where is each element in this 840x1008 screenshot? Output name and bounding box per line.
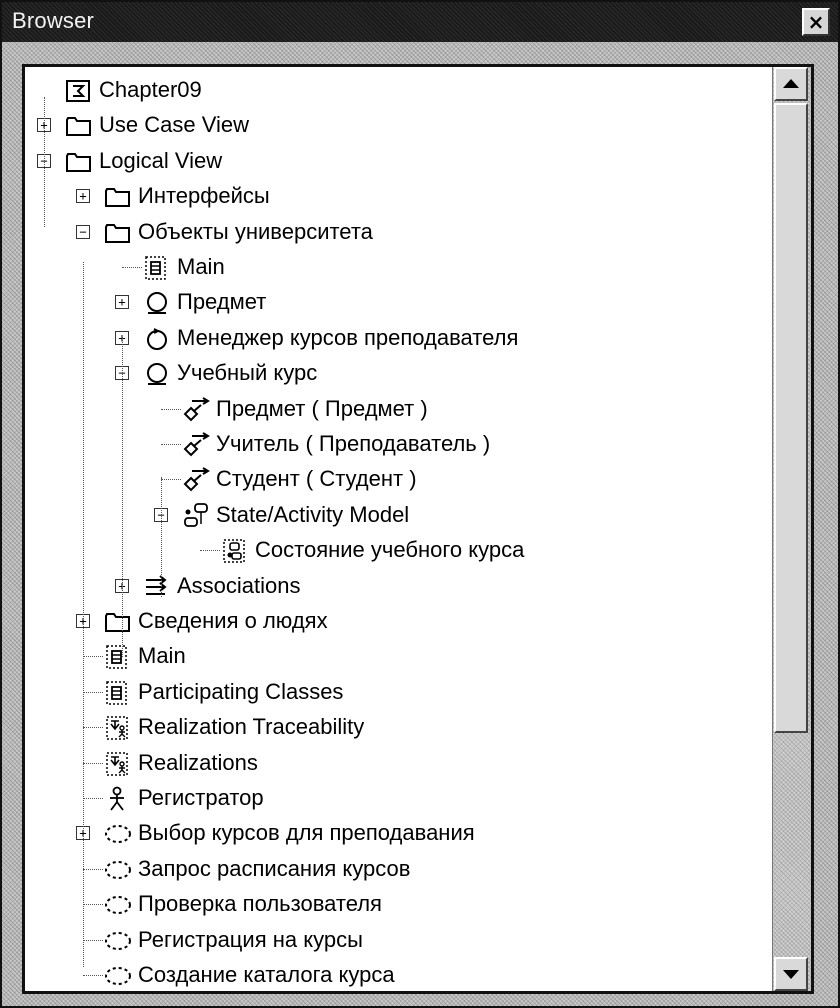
entity-class-icon bbox=[143, 290, 171, 316]
tree-connector bbox=[161, 479, 181, 480]
tree-item[interactable] bbox=[25, 852, 775, 887]
tree-connector bbox=[83, 904, 103, 905]
association-role-icon bbox=[182, 467, 210, 493]
expand-icon[interactable]: + bbox=[115, 295, 129, 309]
collapse-icon[interactable]: − bbox=[37, 154, 51, 168]
tree-item[interactable] bbox=[25, 710, 775, 745]
title-bar[interactable] bbox=[2, 2, 838, 42]
traceability-diagram-icon bbox=[104, 715, 132, 741]
traceability-diagram-icon bbox=[104, 751, 132, 777]
folder-icon bbox=[65, 113, 93, 139]
association-role-icon bbox=[182, 432, 210, 458]
close-icon: × bbox=[807, 10, 825, 34]
tree-item[interactable] bbox=[25, 321, 775, 356]
close-button[interactable] bbox=[802, 8, 830, 36]
folder-icon bbox=[65, 149, 93, 175]
tree-item[interactable] bbox=[25, 179, 775, 214]
association-role-icon bbox=[182, 397, 210, 423]
tree-connector bbox=[83, 975, 103, 976]
statechart-diagram-icon bbox=[221, 538, 249, 564]
tree-item-label: Associations bbox=[177, 572, 301, 598]
state-model-icon bbox=[182, 503, 210, 529]
associations-icon bbox=[143, 574, 171, 600]
folder-icon bbox=[104, 609, 132, 635]
tree-item[interactable] bbox=[25, 498, 775, 533]
tree-item-label: Use Case View bbox=[99, 112, 249, 138]
tree-item-label: State/Activity Model bbox=[216, 501, 410, 527]
tree-item[interactable] bbox=[25, 533, 775, 568]
tree-connector bbox=[83, 727, 103, 728]
tree-connector bbox=[83, 798, 103, 799]
tree-item-label: Учитель ( Преподаватель ) bbox=[216, 431, 491, 456]
use-case-realization-icon bbox=[104, 892, 132, 918]
tree-item[interactable] bbox=[25, 285, 775, 320]
expand-icon[interactable]: + bbox=[115, 331, 129, 345]
tree-item[interactable] bbox=[25, 816, 775, 851]
tree-connector bbox=[83, 869, 103, 870]
tree-item-label: Предмет ( Предмет ) bbox=[216, 395, 428, 421]
tree-connector bbox=[122, 267, 142, 268]
tree-guide-line bbox=[44, 97, 45, 227]
tree-item-label: Realizations bbox=[138, 749, 258, 775]
tree-item-label: Выбор курсов для преподавания bbox=[138, 820, 475, 846]
tree-item[interactable] bbox=[25, 639, 775, 674]
browser-tree bbox=[25, 67, 775, 991]
tree-item[interactable] bbox=[25, 144, 775, 179]
tree-item[interactable] bbox=[25, 427, 775, 462]
scroll-up-button[interactable] bbox=[774, 67, 808, 101]
expand-icon[interactable]: + bbox=[115, 579, 129, 593]
tree-item[interactable] bbox=[25, 746, 775, 781]
tree-item-label: Main bbox=[177, 254, 225, 279]
tree-root-item[interactable] bbox=[25, 73, 775, 108]
tree-item-label: Менеджер курсов преподавателя bbox=[177, 324, 519, 350]
tree-guide-line bbox=[83, 262, 84, 967]
tree-connector bbox=[83, 763, 103, 764]
arrow-up-icon bbox=[776, 69, 806, 99]
tree-connector bbox=[83, 692, 103, 693]
class-diagram-icon bbox=[104, 644, 132, 670]
arrow-down-icon bbox=[776, 959, 806, 989]
folder-icon bbox=[104, 184, 132, 210]
tree-guide-line bbox=[161, 477, 162, 597]
tree-item[interactable] bbox=[25, 569, 775, 604]
tree-guide-line bbox=[122, 337, 123, 657]
tree-item[interactable] bbox=[25, 781, 775, 816]
tree-item[interactable] bbox=[25, 392, 775, 427]
tree-connector bbox=[83, 656, 103, 657]
tree-item-label: Realization Traceability bbox=[138, 714, 365, 740]
tree-item[interactable] bbox=[25, 958, 775, 993]
tree-item[interactable] bbox=[25, 923, 775, 958]
vertical-scrollbar[interactable] bbox=[772, 67, 811, 991]
tree-connector bbox=[161, 444, 181, 445]
tree-item[interactable] bbox=[25, 604, 775, 639]
tree-item-label: Chapter09 bbox=[99, 77, 202, 102]
expand-icon[interactable]: + bbox=[76, 189, 90, 203]
tree-panel bbox=[22, 64, 814, 994]
tree-item-label: Logical View bbox=[99, 147, 223, 173]
tree-item-label: Объекты университета bbox=[138, 218, 373, 244]
tree-item-label: Регистрация на курсы bbox=[138, 926, 363, 952]
actor-icon bbox=[104, 786, 132, 812]
expand-icon[interactable]: + bbox=[76, 614, 90, 628]
scroll-thumb[interactable] bbox=[774, 103, 808, 733]
tree-item-label: Регистратор bbox=[138, 785, 264, 810]
tree-item-label: Интерфейсы bbox=[138, 183, 270, 209]
window-title: Browser bbox=[12, 8, 95, 33]
entity-class-icon bbox=[143, 361, 171, 387]
expand-icon[interactable]: + bbox=[76, 826, 90, 840]
tree-item[interactable] bbox=[25, 462, 775, 497]
collapse-icon[interactable]: − bbox=[154, 508, 168, 522]
tree-connector bbox=[83, 940, 103, 941]
expand-icon[interactable]: + bbox=[37, 118, 51, 132]
tree-item[interactable] bbox=[25, 675, 775, 710]
class-diagram-icon bbox=[143, 255, 171, 281]
tree-item-label: Проверка пользователя bbox=[138, 891, 382, 917]
tree-item[interactable] bbox=[25, 250, 775, 285]
collapse-icon[interactable]: − bbox=[115, 366, 129, 380]
tree-item-label: Учебный курс bbox=[177, 360, 318, 386]
tree-item-label: Запрос расписания курсов bbox=[138, 855, 411, 881]
tree-item-label: Сведения о людях bbox=[138, 608, 328, 633]
tree-item-label: Main bbox=[138, 643, 186, 669]
use-case-realization-icon bbox=[104, 963, 132, 989]
tree-connector bbox=[161, 409, 181, 410]
tree-item-label: Participating Classes bbox=[138, 678, 344, 704]
collapse-icon[interactable]: − bbox=[76, 225, 90, 239]
tree-item[interactable] bbox=[25, 887, 775, 922]
root-model-icon bbox=[65, 78, 93, 104]
use-case-realization-icon bbox=[104, 821, 132, 847]
tree-item[interactable] bbox=[25, 108, 775, 143]
use-case-realization-icon bbox=[104, 928, 132, 954]
tree-item[interactable] bbox=[25, 215, 775, 250]
tree-item-label: Создание каталога курса bbox=[138, 962, 395, 987]
tree-item-label: Предмет bbox=[177, 289, 267, 315]
control-class-icon bbox=[143, 326, 171, 352]
class-diagram-icon bbox=[104, 680, 132, 706]
tree-item-label: Студент ( Студент ) bbox=[216, 466, 417, 492]
tree-item[interactable] bbox=[25, 356, 775, 391]
use-case-realization-icon bbox=[104, 857, 132, 883]
folder-icon bbox=[104, 220, 132, 246]
tree-item-label: Состояние учебного курса bbox=[255, 537, 525, 563]
tree-connector bbox=[200, 550, 220, 551]
scroll-down-button[interactable] bbox=[774, 957, 808, 991]
